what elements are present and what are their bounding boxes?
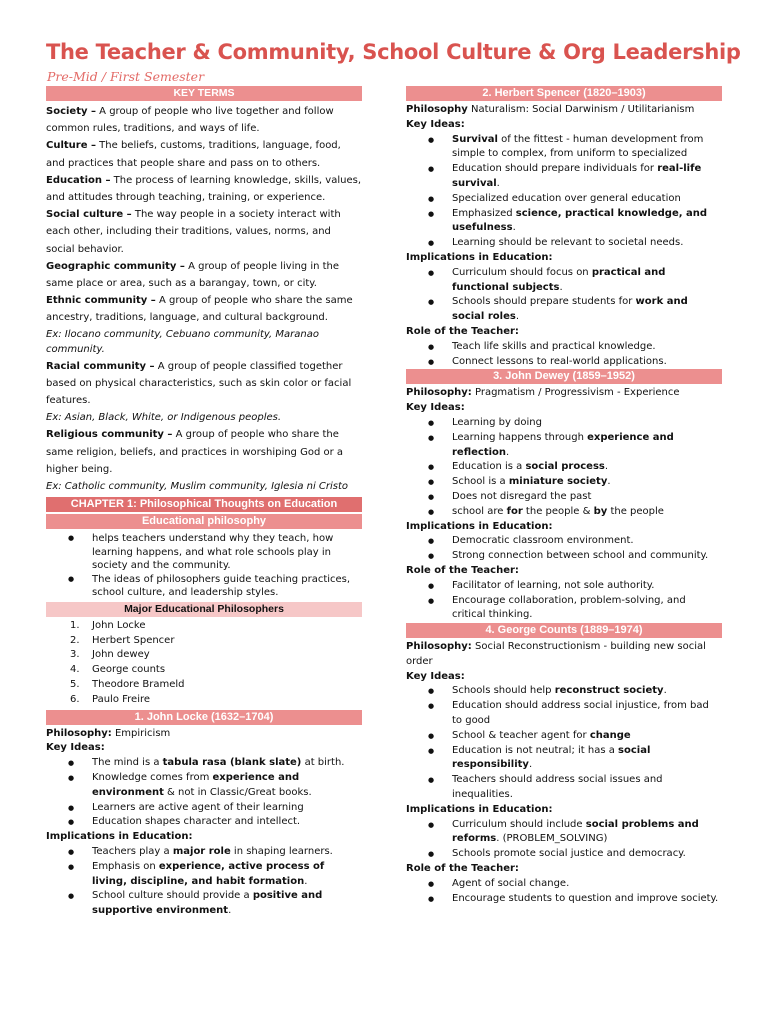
list-item: 3. John dewey: [70, 649, 150, 661]
locke-implications-label: Implications in Education:: [46, 831, 193, 843]
spencer-implications-label: Implications in Education:: [406, 251, 553, 263]
list-item: ● School culture should provide a positive and supportive environment.: [46, 889, 362, 919]
list-item: ● Curriculum should focus on practical and functional subjects.: [406, 266, 722, 296]
counts-implications: [406, 818, 722, 862]
counts-key-ideas-label: Key Ideas:: [406, 670, 465, 682]
spencer-key-ideas-label: Key Ideas:: [406, 118, 465, 130]
dewey-role: [406, 579, 722, 623]
list-item: ● Learning should be relevant to societal needs.: [406, 236, 722, 251]
list-item: ● Education shapes character and intellect.: [46, 815, 362, 830]
philosophers-list: [46, 619, 362, 708]
key-terms-heading: KEY TERMS: [46, 86, 362, 101]
counts-implications-label: Implications in Education:: [406, 803, 553, 815]
list-item: ● Democratic classroom environment.: [406, 534, 722, 549]
list-item: ● Learning happens through experience and reflection.: [406, 431, 722, 461]
counts-role-label: Role of the Teacher:: [406, 863, 519, 875]
term-culture: Culture – The beliefs, customs, traditions, language, food, and practices that people share and pass on to others.: [46, 140, 341, 169]
dewey-role-label: Role of the Teacher:: [406, 564, 519, 576]
list-item: 4. George counts: [70, 664, 166, 676]
spencer-heading: 2. Herbert Spencer (1820–1903): [406, 86, 722, 101]
list-item: ● Knowledge comes from experience and environment & not in Classic/Great books.: [46, 771, 362, 801]
example-ethnic: Ex: Ilocano community, Cebuano community, Maranao community.: [46, 328, 319, 356]
list-item: ● Schools should help reconstruct society.: [406, 684, 722, 699]
chapter1-heading: CHAPTER 1: Philosophical Thoughts on Education: [46, 497, 362, 512]
list-item: ● Strong connection between school and community.: [406, 549, 722, 564]
list-item: ● Curriculum should include social problems and reforms. (PROBLEM_SOLVING): [406, 818, 722, 848]
list-item: ● School & teacher agent for change: [406, 729, 722, 744]
list-item: ● Schools should prepare students for work and social roles.: [406, 295, 722, 325]
list-item: ● The ideas of philosophers guide teaching practices, school culture, and leadership styles.: [46, 573, 362, 600]
term-education: Education – The process of learning knowledge, skills, values, and attitudes through teaching, training, or experience.: [46, 174, 361, 204]
page-title: The Teacher & Community, School Culture & Org Leadership: [46, 40, 741, 64]
list-item: ● Emphasis on experience, active process of living, discipline, and habit formation.: [46, 860, 362, 890]
list-item: ● Connect lessons to real-world applications.: [406, 355, 722, 370]
term-racial-community: Racial community – A group of people classified together based on physical characteristics, such as skin color or facial features.: [46, 360, 352, 407]
page-subtitle: Pre-Mid / First Semester: [47, 69, 205, 84]
example-religious: Ex: Catholic community, Muslim community, Iglesia ni Cristo: [46, 481, 349, 493]
locke-implications: [46, 845, 362, 919]
spencer-role: [406, 340, 722, 370]
dewey-philosophy: Philosophy: Pragmatism / Progressivism - Experience: [406, 387, 680, 399]
locke-key-ideas: [46, 756, 362, 830]
list-item: ● Teach life skills and practical knowledge.: [406, 340, 722, 355]
counts-key-ideas: [406, 684, 722, 802]
locke-key-ideas-label: Key Ideas:: [46, 742, 105, 754]
dewey-implications-label: Implications in Education:: [406, 520, 553, 532]
dewey-heading: 3. John Dewey (1859–1952): [406, 369, 722, 384]
spencer-role-label: Role of the Teacher:: [406, 325, 519, 337]
educational-philosophy-heading: Educational philosophy: [46, 514, 362, 529]
list-item: ● Encourage students to question and improve society.: [406, 892, 722, 907]
list-item: ● Schools promote social justice and democracy.: [406, 847, 722, 862]
spencer-implications: [406, 266, 722, 325]
list-item: ● Education is not neutral; it has a social responsibility.: [406, 744, 722, 774]
spencer-key-ideas: [406, 133, 722, 251]
list-item: ● Teachers should address social issues and inequalities.: [406, 773, 722, 803]
term-geographic-community: Geographic community – A group of people living in the same place or area, such as a barangay, town, or city.: [46, 260, 340, 290]
list-item: ● school are for the people & by the people: [406, 505, 722, 520]
dewey-implications: [406, 534, 722, 564]
list-item: ● Emphasized science, practical knowledge, and usefulness.: [406, 207, 722, 237]
list-item: ● Facilitator of learning, not sole authority.: [406, 579, 722, 594]
list-item: 2. Herbert Spencer: [70, 634, 175, 646]
list-item: ● Education should address social injustice, from bad to good: [406, 699, 722, 729]
term-society: Society – A group of people who live together and follow common rules, traditions, and ways of life.: [46, 106, 334, 135]
term-religious-community: Religious community – A group of people who share the same religion, beliefs, and practices in worshiping God or a higher being.: [46, 429, 344, 475]
list-item: 5. Theodore Brameld: [70, 678, 185, 690]
counts-role: [406, 877, 722, 907]
list-item: ● Education should prepare individuals for real-life survival.: [406, 162, 722, 192]
list-item: ● Does not disregard the past: [406, 490, 722, 505]
list-item: ● Learners are active agent of their learning: [46, 801, 362, 816]
dewey-key-ideas: [406, 416, 722, 520]
list-item: ● helps teachers understand why they teach, how learning happens, and what role schools play in society and the community.: [46, 532, 362, 572]
educational-philosophy-list: [46, 532, 362, 599]
right-column: [406, 86, 722, 906]
list-item: ● School is a miniature society.: [406, 475, 722, 490]
counts-heading: 4. George Counts (1889–1974): [406, 623, 722, 638]
list-item: ● Encourage collaboration, problem-solving, and critical thinking.: [406, 594, 722, 624]
major-philosophers-heading: Major Educational Philosophers: [46, 602, 362, 617]
example-racial: Ex: Asian, Black, White, or Indigenous peoples.: [46, 412, 282, 424]
counts-philosophy: Philosophy: Social Reconstructionism - building new social order: [406, 641, 706, 667]
locke-heading: 1. John Locke (1632–1704): [46, 710, 362, 725]
list-item: ● The mind is a tabula rasa (blank slate) at birth.: [46, 756, 362, 771]
spencer-philosophy: Philosophy Naturalism: Social Darwinism / Utilitarianism: [406, 104, 695, 115]
list-item: ● Survival of the fittest - human development from simple to complex, from uniform to specialized: [406, 133, 722, 163]
list-item: ● Education is a social process.: [406, 460, 722, 475]
list-item: ● Teachers play a major role in shaping learners.: [46, 845, 362, 860]
list-item: ● Agent of social change.: [406, 877, 722, 892]
list-item: 1. John Locke: [70, 619, 146, 631]
dewey-key-ideas-label: Key Ideas:: [406, 402, 465, 414]
locke-philosophy: Philosophy: Empiricism: [46, 727, 171, 739]
term-ethnic-community: Ethnic community – A group of people who share the same ancestry, traditions, language, and cultural background.: [46, 295, 353, 324]
list-item: ● Learning by doing: [406, 416, 722, 431]
left-column: [46, 86, 362, 919]
list-item: ● Specialized education over general education: [406, 192, 722, 207]
list-item: 6. Paulo Freire: [70, 693, 151, 705]
term-social-culture: Social culture – The way people in a society interact with each other, including their traditions, values, norms, and social behavior.: [46, 209, 341, 255]
